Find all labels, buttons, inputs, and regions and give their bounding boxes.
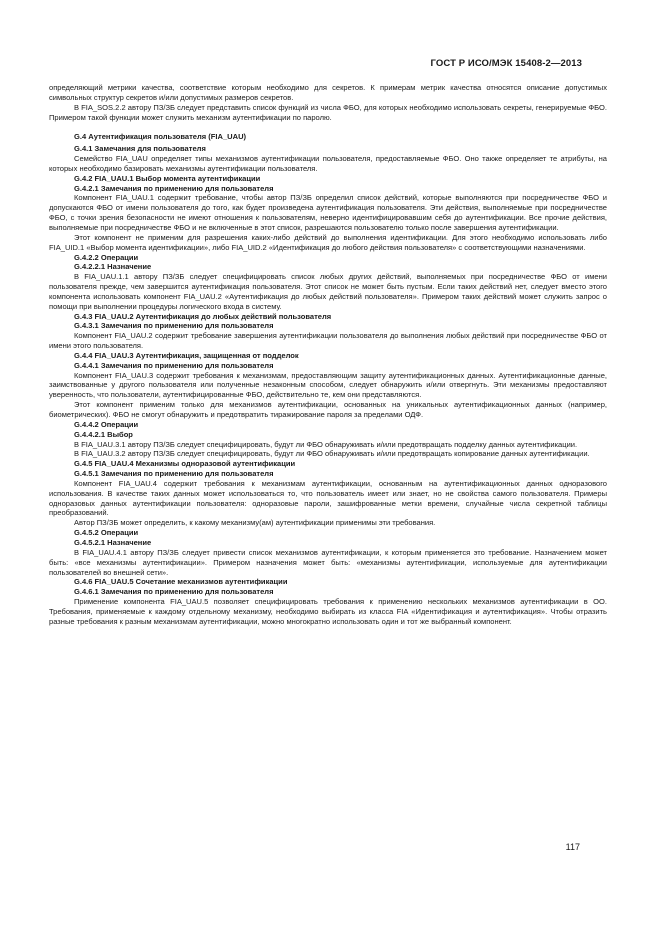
section-heading: G.4.2.2.1 Назначение bbox=[74, 262, 152, 272]
section-heading: G.4.6.1 Замечания по применению для пользователя bbox=[74, 587, 274, 597]
paragraph: В FIA_UAU.4.1 автору ПЗ/ЗБ следует привести список механизмов аутентификации, к которым применяется это требование. Назначением может быть: «все механизмы аутентификации». Примером назначения может быть: «механизмы аутентификации, используемые для аутентификации пользователей во внешней сети». bbox=[49, 547, 607, 577]
section-heading: G.4 Аутентификация пользователя (FIA_UAU) bbox=[74, 132, 247, 142]
section-heading: G.4.5.2 Операции bbox=[74, 528, 139, 538]
section-heading: G.4.4.1 Замечания по применению для пользователя bbox=[74, 360, 274, 370]
section-heading: G.4.4 FIA_UAU.3 Аутентификация, защищенная от подделок bbox=[74, 350, 299, 360]
document-header: ГОСТ Р ИСО/МЭК 15408-2—2013 bbox=[430, 58, 582, 69]
paragraph: Применение компонента FIA_UAU.5 позволяет специфицировать требования к применению нескольких механизмов аутентификации в ОО. Требования, применяемые к каждому отдельному механизму, необходимо выбирать из класса FIA «Идентификация и аутентификация». Чтобы отразить разные требования к разным механизмам аутентификации, можно многократно использовать один и тот же выбранный компонент. bbox=[49, 597, 607, 626]
section-heading: G.4.2.1 Замечания по применению для пользователя bbox=[74, 183, 274, 193]
paragraph: В FIA_UAU.3.2 автору ПЗ/ЗБ следует специфицировать, будут ли ФБО обнаруживать и/или предотвращать копирование данных аутентификации. bbox=[74, 449, 590, 459]
section-heading: G.4.6 FIA_UAU.5 Сочетание механизмов аутентификации bbox=[74, 577, 288, 587]
paragraph: В FIA_UAU.3.1 автору ПЗ/ЗБ следует специфицировать, будут ли ФБО обнаруживать и/или предотвращать подделку данных аутентификации. bbox=[74, 439, 578, 449]
paragraph: Компонент FIA_UAU.4 содержит требования к механизмам аутентификации, основанным на аутентификационных данных одноразового использования. В качестве таких данных может использоваться то, что пользователь имеет или знает, но не свойства самого пользователя. Примеры одноразовых данных аутентификации пользователя: одноразовые пароли, зашифрованные метки времени, случайные числа секретной таблицы преобразований. bbox=[49, 478, 607, 518]
paragraph: Автор ПЗ/ЗБ может определить, к какому механизму(ам) аутентификации применимы эти требования. bbox=[74, 518, 436, 528]
section-heading: G.4.2.2 Операции bbox=[74, 252, 139, 262]
paragraph: Компонент FIA_UAU.2 содержит требование завершения аутентификации пользователя до выполнения любых действий при посредничестве ФБО от имени этого пользователя. bbox=[49, 331, 607, 351]
section-heading: G.4.5 FIA_UAU.4 Механизмы одноразовой аутентификации bbox=[74, 459, 296, 469]
paragraph: Этот компонент применим только для механизмов аутентификации, основанных на уникальных аутентификационных данных (например, биометрических). ФБО не смогут обнаружить и предотвратить тиражирование пароля за пределами ОДФ. bbox=[49, 400, 607, 419]
paragraph: Компонент FIA_UAU.3 содержит требования к механизмам, предоставляющим защиту аутентификационных данных. Аутентификационные данные, заимствованные у другого пользователя или полученные незаконным способом, следует обнаружить и/или отвергнуть. Эти механизмы предоставляют уверенность, что пользователи, аутентифицированные ФБО, действительно те, кем они представляются. bbox=[49, 370, 607, 400]
paragraph: Семейство FIA_UAU определяет типы механизмов аутентификации пользователя, предоставляемые ФБО. Оно также определяет те атрибуты, на которых необходимо базировать механизмы аутентификации пользователя. bbox=[49, 154, 607, 173]
section-heading: G.4.4.2.1 Выбор bbox=[74, 429, 133, 439]
page-number: 117 bbox=[565, 842, 580, 852]
section-heading: G.4.5.1 Замечания по применению для пользователя bbox=[74, 469, 274, 479]
paragraph: В FIA_SOS.2.2 автору ПЗ/ЗБ следует представить список функций из числа ФБО, для которых необходимо использовать секреты, генерируемые ФБО. Примером такой функции может служить механизм аутентификации по паролю. bbox=[49, 102, 607, 122]
paragraph: В FIA_UAU.1.1 автору ПЗ/ЗБ следует специфицировать список любых других действий, выполняемых при посредничестве ФБО от имени пользователя прежде, чем завершится аутентификация пользователя. Этот список не может быть пустым. Если таких действий нет, следует вместо этого компонента использовать компонент FIA_UAU.2 «Аутентификация до любых действий пользователя». Примером таких действий может служить запрос о помощи при выполнении процедуры логического входа в систему. bbox=[49, 272, 607, 311]
paragraph: определяющий метрики качества, соответствие которым необходимо для секретов. К примерам метрик качества относятся описание допустимых символьных структур секретов и/или допустимых размеров секретов. bbox=[49, 83, 607, 102]
section-heading: G.4.2 FIA_UAU.1 Выбор момента аутентификации bbox=[74, 173, 261, 183]
section-heading: G.4.3.1 Замечания по применению для пользователя bbox=[74, 321, 274, 331]
paragraph: Компонент FIA_UAU.1 содержит требование, чтобы автор ПЗ/ЗБ определил список действий, которые выполняются при посредничестве ФБО и допускаются ФБО от имени пользователя до того, как будет произведена аутентификация пользователя. Эти действия, выполняемые при посредничестве ФБО, с точки зрения безопасности не имеют отношения к пользователям, неверно идентифицировавшим себя до аутентификации. Все прочие действия, выполняемые при посредничестве ФБО и не включенные в этот список, разрешаются пользователю только после завершения аутентификации. bbox=[49, 193, 607, 232]
document-body bbox=[49, 83, 607, 627]
section-heading: G.4.3 FIA_UAU.2 Аутентификация до любых действий пользователя bbox=[74, 311, 332, 321]
section-heading: G.4.1 Замечания для пользователя bbox=[74, 144, 206, 154]
paragraph: Этот компонент не применим для разрешения каких-либо действий до выполнения идентификации. Для этого необходимо использовать либо FIA_UID.1 «Выбор момента идентификации», либо FIA_UID.2 «Идентификация до любого действия пользователя» с соответствующими назначениями. bbox=[49, 232, 607, 252]
section-heading: G.4.5.2.1 Назначение bbox=[74, 537, 152, 547]
section-heading: G.4.4.2 Операции bbox=[74, 419, 139, 429]
